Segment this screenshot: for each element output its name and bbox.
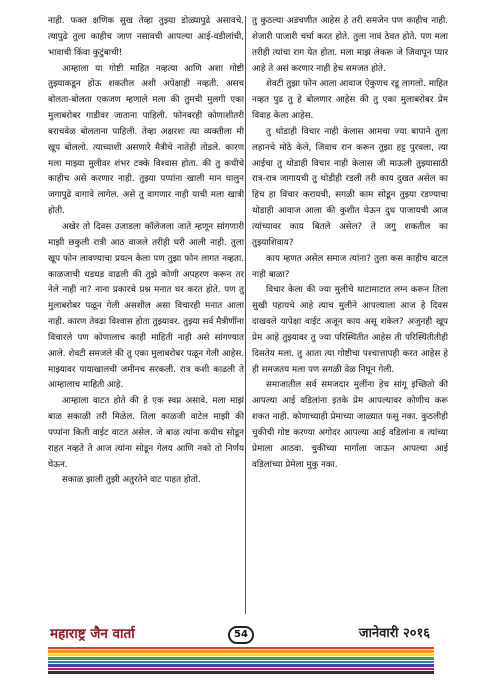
paragraph: शेवटी तुझा फोन आला आवाज ऐकुणच रडू लागलो. माहित नव्हत पुढ तु हे बोलणार आहेस की तु एका मुलाबरोबर प्रेम विवाह केला आहेस. <box>252 79 448 122</box>
magazine-title: महाराष्ट्र जैन वार्ता <box>50 626 135 642</box>
paragraph: नाही. फक्त क्षणिक सुख तेव्हा तुझ्या डोळ्यापुढे असावचे. त्यापुढे तुला काहीच जाण नसावची आपल्या आई-वडीलांची, भावाची किंवा कुटुंबाची! <box>48 16 244 58</box>
color-stripe <box>48 650 434 652</box>
paragraph: अखेर तो दिवस उजाडला कॉलेजला जाते म्हणून सांगणारी माझी छकुली रात्री आठ वाजले तरीही घरी आली नाही. तुला खूप फोन लावण्याचा प्रयत्न केला पण तुझा फोन लागत नव्हता. काळजाची धडधड वाढली की तुझे कोणी अपहरण करून तर नेले नाही ना? नाना प्रकारचे प्रश्न मनात घर करत होते. पण तु मुलाबरोबर पळून गेली असशील असा विचारही मनात आला नाही. कारण तेवढा विश्वास होता तुझ्यावर. तुझ्या सर्व मैत्रीणींना विचारले पण कोणालाच काही माहिती नाही असे सांगण्यात आले. शेवटी समजले की तु एका मुलाबरोबर पळून गेली आहेस. माझ्यावर पायाखालची जमीनच सरकली. रात्र कशी काढली ते आम्हालाच माहिती आहे. <box>48 221 244 391</box>
paragraph: सकाळ झाली तुझी अतुरतेने वाट पाहत होतो. <box>62 475 201 486</box>
color-stripe <box>48 664 434 666</box>
paragraph: विचार केला की ज्या मुलीचे थाटामाटात लग्न करून तिला सुखी पहायचे आहे त्याच मुलीने आपल्याला आज हे दिवस दाखवले यापेक्षा वाईट अजून काय असू शकेल? अजुनही खूप प्रेम आहे तुझ्यावर तु ज्या परिस्थितीत आहेस ती परिस्थितीतीही दिसतेय मला. तु आता त्या गोष्टीचा पश्चात्तापही करत आहेस हे ही समजतय मला पण सगळी वेळ निघून गेली. <box>252 285 448 375</box>
paragraph: आम्हाला वाटत होते की हे एक स्वप्न असावे. मला माझं बाळ सकाळी तरी मिळेल. तिला काळजी वाटेल माझी की पप्पांना किती वाईट वाटत असेल. जे बाळ त्यांना कधीच सोडून राहत नव्हते ते आज त्यांना सोडून गेलय आणि नको तो निर्णय घेऊन. <box>48 396 244 470</box>
color-stripe <box>48 661 434 663</box>
color-stripe <box>48 668 434 670</box>
column-divider <box>245 16 246 614</box>
page-footer <box>0 624 482 681</box>
paragraph: काय म्हणत असेल समाज त्यांना? तुला कस काहीच वाटल नाही बाळा? <box>252 253 448 280</box>
color-stripe <box>48 657 434 659</box>
article-column-left <box>48 14 244 616</box>
page-number: 54 <box>228 626 254 644</box>
rainbow-stripes <box>48 647 434 675</box>
color-stripe <box>48 671 434 673</box>
color-stripe <box>48 647 434 649</box>
color-stripe <box>48 654 434 656</box>
article-column-right <box>252 14 448 616</box>
issue-date: जानेवारी २०१६ <box>358 626 430 641</box>
paragraph: तु कुठल्या अडचणीत आहेस हे तरी समजेन पण काहीच नाही. शेजारी पाजारी चर्चा करत होते. तुला नावं ठेवत होते. पण मला तरीही त्यांचा राग येत होता. मला माझ लेकरू जे जिवापून प्यार आहे ते असं करणार नाही हेच समजत होते. <box>252 16 448 74</box>
paragraph: आम्हाला या गोष्टी माहित नव्हत्या आणि अशा गोष्टी तुझ्याकडून होऊ शकतील अशी अपेक्षाही नव्हती. असच बोलता-बोलता एकजण म्हणाले मला की तुमची मुलगी एका मुलाबरोबर गाडीवर जाताना पाहिली. फोनवरही कोणाशीतरी बराचवेळ बोलताना पाहिली. तेव्हा अक्षरशः त्या व्यक्तीला मी खूप बोललो. त्याच्याशी असणारे मैत्रीचे नातेही तोडले. कारण मला माझ्या मुलीवर शंभर टक्के विश्वास होता. की तु कधीचे काहीच असे करणार नाही. तुझ्या पप्पांना खाली मान घालुन जगापुढे वागावे लागेल. असे तु वागणार नाही याची मला खात्री होती. <box>48 63 244 217</box>
paragraph: समाजातील सर्व समजदार मुलींना हेच सांगू इच्छितो की आपल्या आई वडिलांना इतके प्रेम आपल्यावर कोणीच करू शकत नाही. कोणाच्याही प्रेमाच्या जाळ्यात फसु नका. कुठलीही चुकीची गोष्ट करण्या अगोदर आपल्या आई वडिलांना व त्यांच्या प्रेमाला आठवा. चुकीच्या मार्गाला जाऊन आपल्या आई वडिलांच्या प्रेमेला मुकु नका. <box>252 380 448 470</box>
paragraph: तु थोडाही विचार नाही केलास आमचा ज्या बापाने तुला लहानचे मोठे केले, जिवाच रान करून तुझा हट्ट पुरवला, त्या आईचा तु थोडाही विचार नाही केलास जी माऊली तुझ्यासाठी रात्र-रात्र जागायची तु थोडीही रडली तरी काय दुखत असेल का हिच हा विचार करायची, सगळी काम सोडून तुझ्या रडण्याचा थोडाही आवाज आला की कुशीत घेऊन दुध पाजायची आज त्यांच्यावर काय बितले असेल? ते जगु शकतील का तुझ्याशिवाय? <box>252 126 448 248</box>
